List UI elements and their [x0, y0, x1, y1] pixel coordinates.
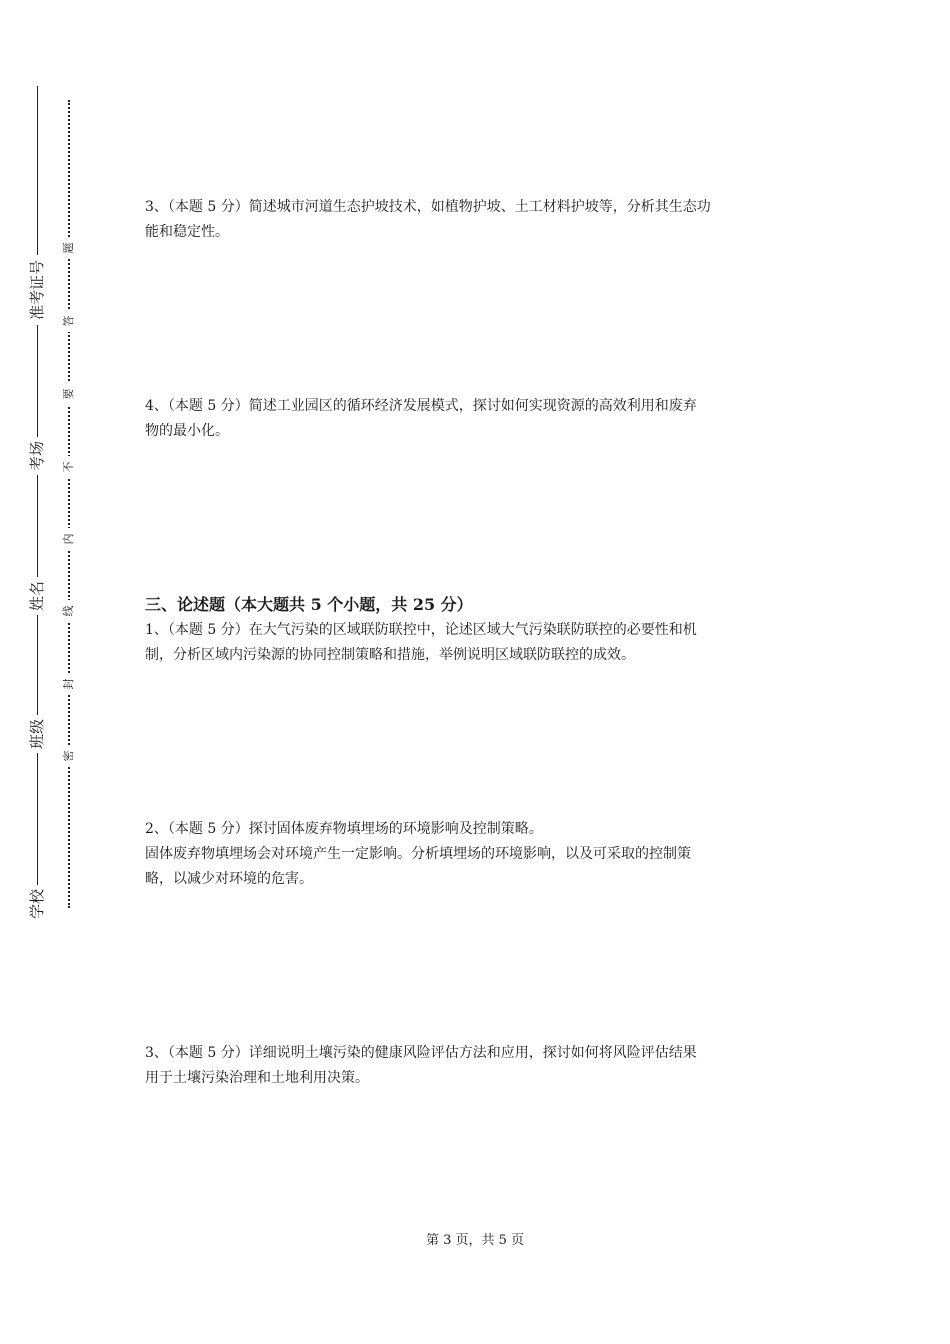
question-line: 略，以减少对环境的危害。 — [145, 871, 313, 887]
question-3-3 — [145, 1041, 815, 1091]
question-3-2 — [145, 817, 815, 892]
seal-char-yao: 要 — [58, 383, 80, 405]
question-line: 3、（本题 5 分）简述城市河道生态护坡技术，如植物护坡、土工材料护坡等，分析其生态功 — [145, 199, 711, 215]
question-line: 固体废弃物填埋场会对环境产生一定影响。分析填埋场的环境影响，以及可采取的控制策 — [145, 846, 691, 862]
binding-solid-line — [37, 86, 38, 918]
question-line: 2、（本题 5 分）探讨固体废弃物填埋场的环境影响及控制策略。 — [145, 821, 543, 837]
question-line: 制，分析区域内污染源的协同控制策略和措施，举例说明区域联防联控的成效。 — [145, 647, 635, 663]
binding-field-exam-room: 考场 — [21, 437, 53, 475]
question-3-1 — [145, 618, 815, 668]
seal-char-ti: 题 — [58, 237, 80, 259]
question-line: 物的最小化。 — [145, 423, 229, 439]
section-3-title: 三、论述题（本大题共 5 个小题，共 25 分） — [145, 595, 473, 614]
question-2-3 — [145, 195, 815, 245]
binding-field-exam-number: 准考证号 — [21, 255, 53, 325]
seal-char-xian: 线 — [58, 600, 80, 622]
seal-char-bu: 不 — [58, 456, 80, 478]
page-number-footer: 第 3 页，共 5 页 — [425, 1233, 525, 1248]
seal-char-feng: 封 — [58, 673, 80, 695]
binding-field-class: 班级 — [21, 715, 53, 753]
seal-char-nei: 内 — [58, 528, 80, 550]
question-line: 4、（本题 5 分）简述工业园区的循环经济发展模式，探讨如何实现资源的高效利用和废弃 — [145, 398, 697, 414]
question-line: 用于土壤污染治理和土地利用决策。 — [145, 1070, 369, 1086]
question-2-4 — [145, 394, 815, 444]
binding-field-school: 学校 — [21, 885, 53, 923]
binding-dotted-line — [68, 100, 70, 908]
seal-char-mi: 密 — [58, 745, 80, 767]
question-line: 3、（本题 5 分）详细说明土壤污染的健康风险评估方法和应用，探讨如何将风险评估结果 — [145, 1045, 697, 1061]
question-line: 1、（本题 5 分）在大气污染的区域联防联控中，论述区域大气污染联防联控的必要性和机 — [145, 622, 697, 638]
binding-field-name: 姓名 — [21, 577, 53, 615]
question-line: 能和稳定性。 — [145, 224, 229, 240]
seal-char-da: 答 — [58, 310, 80, 332]
